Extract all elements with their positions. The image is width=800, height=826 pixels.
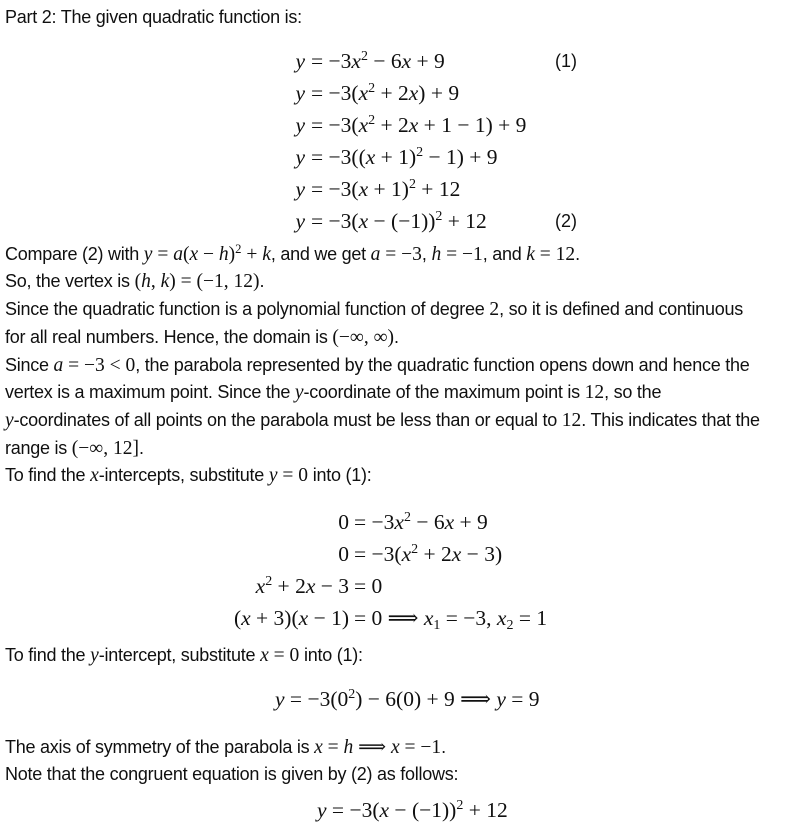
equation-rhs: = $-3x^2 - 6x + 9$ xyxy=(354,510,488,535)
inline-math: a = −3 < 0 xyxy=(53,354,136,376)
equation-rhs: = $-3(x + 1)^2 + 12$ xyxy=(311,176,461,201)
text-segment: -coordinates of all points on the parabola must be less than or equal to xyxy=(13,409,562,430)
text-line xyxy=(5,379,800,407)
text-segment: , so the xyxy=(604,382,662,403)
text-segment: -intercepts, substitute xyxy=(98,465,269,486)
text-segment: . xyxy=(575,243,580,264)
text-line xyxy=(5,761,800,788)
text-segment: Part 2: The given quadratic function is: xyxy=(5,7,302,27)
inline-math: 12 xyxy=(584,382,605,404)
inline-math: x = h ⟹ x = −1 xyxy=(314,736,442,758)
text-segment: into (1): xyxy=(307,465,372,486)
text-segment: . xyxy=(441,736,446,757)
equation-rhs: = 0 ⟹ $x_1 = -3$, $x_2 = 1$ xyxy=(354,606,548,633)
text-segment: . This indicates that the xyxy=(581,409,760,430)
equation-rhs: = $-3x^2 - 6x + 9$ xyxy=(311,48,445,73)
text-segment: range is xyxy=(5,437,72,458)
text-line xyxy=(5,352,800,380)
text-segment: The axis of symmetry of the parabola is xyxy=(5,736,315,757)
text-segment: To find the xyxy=(5,645,91,666)
equation-row xyxy=(5,205,800,237)
text-segment: . xyxy=(393,326,399,347)
solution-content xyxy=(5,4,800,826)
equation-row xyxy=(5,538,800,570)
equation-row xyxy=(5,77,800,109)
equation-lhs: y xyxy=(295,80,305,105)
inline-math: 2 xyxy=(489,299,500,321)
text-segment: . xyxy=(138,437,144,458)
text-segment: So, the vertex is xyxy=(5,271,135,292)
equation-line: $y = -3(0^2) - 6(0) + 9$ ⟹ y = 9 xyxy=(275,686,540,711)
inline-math: (−∞, 12] xyxy=(71,437,139,459)
equation-rhs: = $-3(x^2 + 2x) + 9$ xyxy=(311,80,460,105)
text-segment: Since the quadratic function is a polynomial function of degree xyxy=(5,299,490,320)
equation-lhs: 0 xyxy=(338,542,349,567)
equation-lhs: y xyxy=(295,112,305,137)
inline-math: (−∞, ∞) xyxy=(332,326,394,348)
equation-lhs: y xyxy=(295,208,305,233)
equation-rhs: = $-3(x^2 + 2x + 1 - 1) + 9$ xyxy=(311,112,527,137)
inline-math: y xyxy=(90,645,99,667)
text-segment: into (1): xyxy=(299,645,363,666)
equation-rhs: = $-3((x + 1)^2 - 1) + 9$ xyxy=(311,144,498,169)
text-segment: -intercept, substitute xyxy=(98,645,261,666)
text-segment: vertex is a maximum point. Since the xyxy=(5,382,295,403)
inline-math: a = −3 xyxy=(370,243,422,265)
text-segment: Since xyxy=(5,354,54,375)
text-segment: Compare (2) with xyxy=(5,243,144,264)
text-segment: , the parabola represented by the quadratic function opens down and hence the xyxy=(135,354,750,375)
text-segment: , and xyxy=(482,243,527,264)
text-line xyxy=(5,407,800,435)
inline-math: y = 0 xyxy=(268,465,308,487)
equation-rhs: = 0 xyxy=(354,574,383,599)
text-segment: , xyxy=(421,243,432,264)
equation-rhs: = $-3(x - (-1))^2 + 12$ xyxy=(311,208,487,233)
equation-row xyxy=(5,45,800,77)
text-line xyxy=(5,734,800,762)
equation-row xyxy=(5,109,800,141)
text-line xyxy=(5,296,800,324)
text-line xyxy=(5,268,800,296)
text-segment: , and we get xyxy=(270,243,371,264)
equation-line: $y = -3(x - (-1))^2 + 12$ xyxy=(317,798,508,823)
equation-lhs: (x + 3)(x − 1) xyxy=(233,606,349,631)
text-line xyxy=(5,4,800,31)
equation-lhs: y xyxy=(295,176,305,201)
inline-math: (h, k) = (−1, 12) xyxy=(134,271,260,293)
inline-math: 12 xyxy=(561,409,582,431)
equation-row xyxy=(5,141,800,173)
equation-block xyxy=(5,506,800,634)
text-segment: -coordinate of the maximum point is xyxy=(303,382,585,403)
equation-row xyxy=(5,506,800,538)
inline-math: x xyxy=(90,465,99,487)
equation-lhs: 0 xyxy=(338,510,349,535)
text-line xyxy=(5,324,800,352)
equation-lhs: $x^2 + 2x - 3$ xyxy=(255,574,349,599)
text-segment: Note that the congruent equation is given by (2) as follows: xyxy=(5,764,459,785)
text-line xyxy=(5,241,800,269)
equation-row xyxy=(5,173,800,205)
text-segment: for all real numbers. Hence, the domain is xyxy=(5,326,333,347)
inline-math: h = −1 xyxy=(431,243,483,265)
text-segment: . xyxy=(259,271,265,292)
equation-number: (2) xyxy=(555,210,577,231)
inline-math: $y = a(x - h)^2 + k$ xyxy=(143,241,271,265)
text-segment: To find the xyxy=(5,465,91,486)
text-segment: , so it is defined and continuous xyxy=(499,299,743,320)
inline-math: y xyxy=(5,409,14,431)
equation-row xyxy=(5,570,800,602)
text-line xyxy=(5,462,800,490)
equation-lhs: y xyxy=(295,144,305,169)
equation-lhs: y xyxy=(295,48,305,73)
text-line xyxy=(5,642,800,670)
equation-block xyxy=(5,45,800,237)
equation-rhs: = $-3(x^2 + 2x - 3)$ xyxy=(354,542,503,567)
inline-math: x = 0 xyxy=(260,645,300,667)
inline-math: y xyxy=(294,382,304,404)
inline-math: k = 12 xyxy=(526,243,576,265)
equation-number: (1) xyxy=(555,50,577,71)
equation-row xyxy=(5,602,800,634)
text-line xyxy=(5,435,800,463)
